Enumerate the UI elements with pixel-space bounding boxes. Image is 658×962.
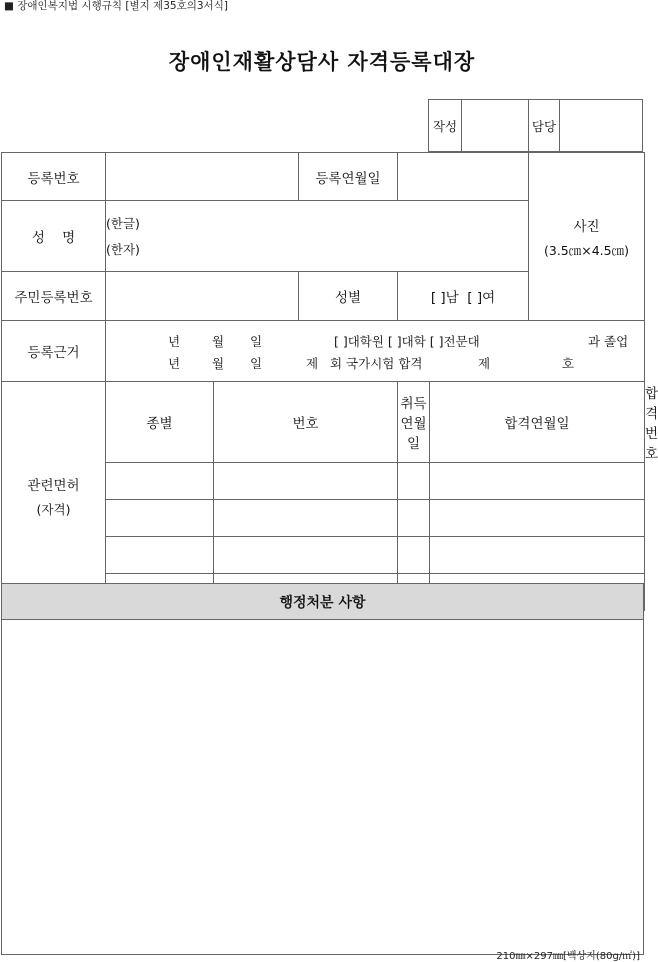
cell-pass-date[interactable] (430, 537, 645, 574)
resident-no-field[interactable] (106, 272, 299, 321)
reg-no-field[interactable] (106, 153, 299, 201)
name-label: 성 명 (2, 201, 106, 272)
manager-label: 담당 (529, 100, 560, 152)
gender-checkboxes[interactable]: [ ]남 [ ]여 (398, 272, 529, 321)
basis-day-2: 일 (250, 356, 263, 371)
col-acquired-date: 취득연월일 (398, 382, 430, 463)
basis-line-graduation (106, 329, 644, 351)
photo-label: 사진 (573, 218, 600, 235)
photo-size: (3.5㎝×4.5㎝) (544, 242, 629, 258)
resident-no-label: 주민등록번호 (2, 272, 106, 321)
cell-number[interactable] (214, 537, 398, 574)
reg-no-label: 등록번호 (2, 153, 106, 201)
basis-day-1: 일 (250, 334, 263, 349)
name-field[interactable] (106, 201, 529, 272)
form-reference-note: ■ 장애인복지법 시행규칙 [별지 제35호의3서식] (4, 0, 228, 12)
col-type: 종별 (106, 382, 214, 463)
exam-no-suffix: 호 (562, 356, 575, 371)
basis-year-1: 년 (168, 334, 181, 349)
school-type-checkboxes[interactable]: [ ]대학원 [ ]대학 [ ]전문대 (334, 334, 480, 349)
exam-no-prefix: 제 (478, 356, 491, 371)
cell-pass-date[interactable] (430, 500, 645, 537)
reg-date-field[interactable] (398, 153, 529, 201)
col-number: 번호 (214, 382, 398, 463)
cell-acquired-date[interactable] (398, 500, 430, 537)
basis-line-exam (106, 351, 644, 373)
name-hanja-label: (한자) (106, 242, 140, 257)
admin-action-field[interactable] (2, 620, 644, 955)
paper-spec: 210㎜×297㎜[백상지(80g/㎡)] (496, 951, 640, 962)
cell-pass-date[interactable] (430, 463, 645, 500)
approval-box (428, 99, 643, 152)
basis-month-2: 월 (212, 356, 225, 371)
author-label: 작성 (429, 100, 462, 152)
basis-month-1: 월 (212, 334, 225, 349)
exam-round: 제 회 국가시험 합격 (306, 356, 423, 371)
cell-number[interactable] (214, 463, 398, 500)
cell-acquired-date[interactable] (398, 537, 430, 574)
gender-label: 성별 (299, 272, 398, 321)
basis-field[interactable] (106, 321, 645, 382)
basis-year-2: 년 (168, 356, 181, 371)
cell-type[interactable] (106, 463, 214, 500)
license-label-cell (2, 382, 106, 611)
admin-action-title: 행정처분 사항 (2, 584, 644, 620)
author-signature-field[interactable] (462, 100, 529, 152)
cell-acquired-date[interactable] (398, 463, 430, 500)
photo-area[interactable] (529, 153, 645, 321)
license-label-sub: (자격) (36, 502, 71, 517)
reg-date-label: 등록연월일 (299, 153, 398, 201)
department-graduation: 과 졸업 (588, 334, 629, 349)
registration-table: 등록번호 등록연월일 사진 (3.5㎝×4.5㎝) 성 명 (한글) (한자) 주민등록번호 성별 [ ]남 [ ]여 등록근거 년 월 일 [ ]대학원 [ ]대학 [ ]전문대 과 졸업 년 월 일 제 회 국가시험 합격 제 호 관련면허 (자격) 종별 번호 취득연월일 합격연월일 합격번호 (1, 152, 645, 611)
page-title: 장애인재활상담사 자격등록대장 (168, 50, 476, 74)
admin-action-section (1, 583, 644, 955)
manager-signature-field[interactable] (560, 100, 643, 152)
cell-number[interactable] (214, 500, 398, 537)
name-korean-label: (한글) (106, 216, 140, 231)
cell-type[interactable] (106, 537, 214, 574)
basis-label: 등록근거 (2, 321, 106, 382)
license-label: 관련면허 (27, 478, 80, 494)
col-pass-date: 합격연월일 (430, 382, 645, 463)
cell-type[interactable] (106, 500, 214, 537)
